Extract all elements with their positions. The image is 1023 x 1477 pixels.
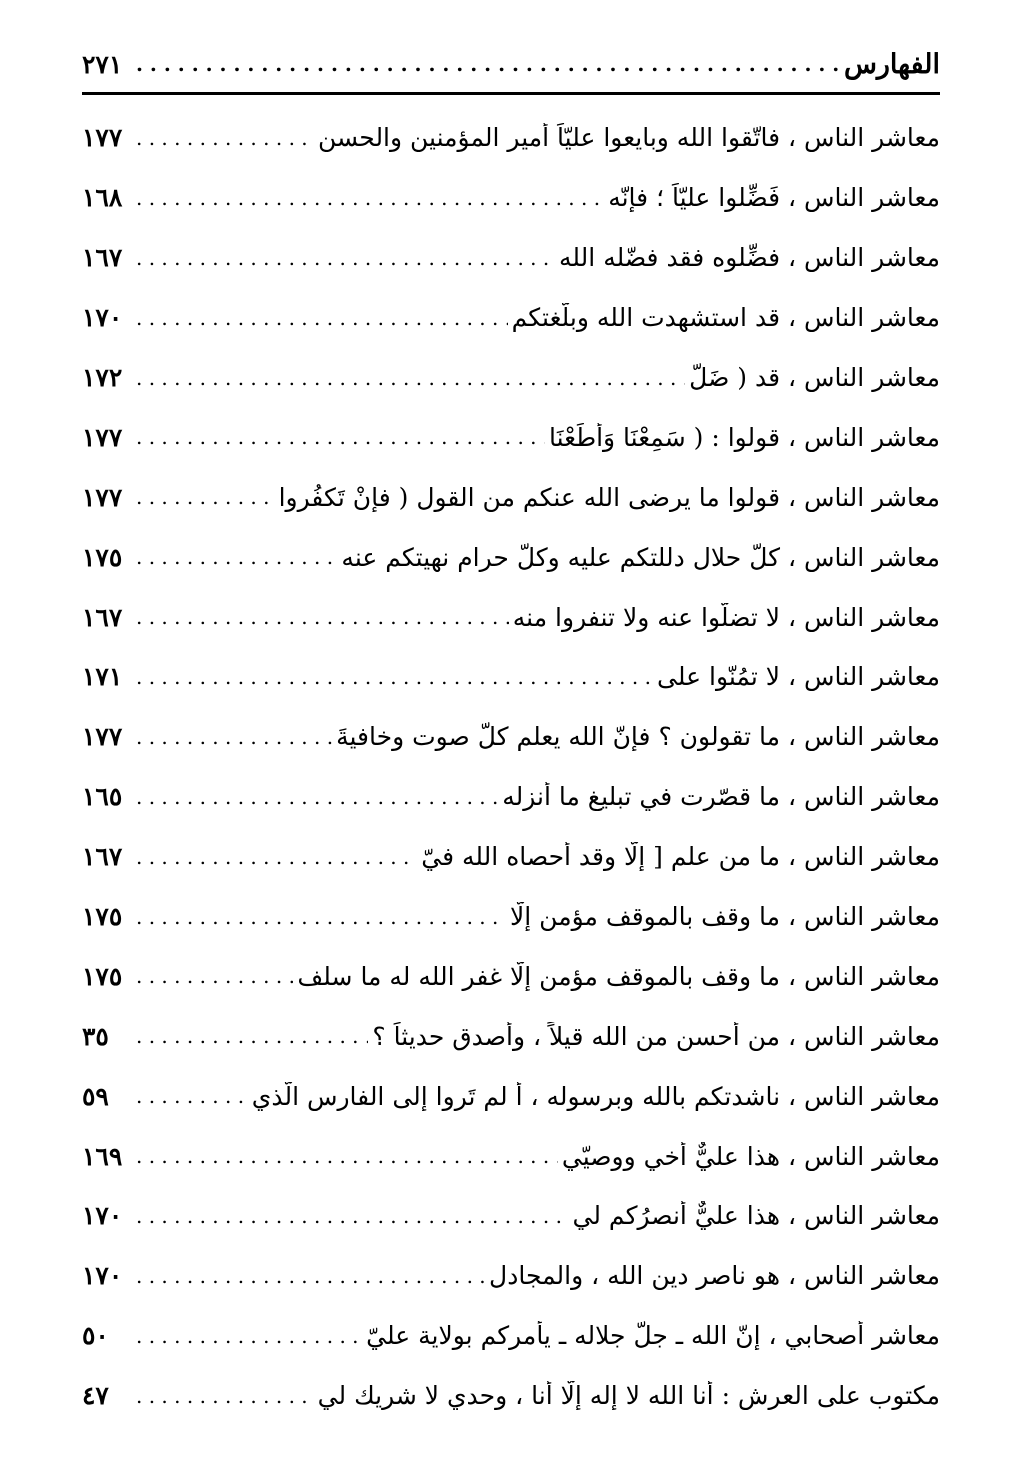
index-entry [82,228,940,288]
entry-page-number: ١٧٥ [82,902,123,932]
entry-page-number: ٥٩ [82,1081,109,1111]
index-entry [82,647,940,707]
entry-text: معاشر الناس ، لا تمُنّوا على [657,662,940,692]
entry-text: معاشر الناس ، ما وقف بالموقف مؤمن إلّا [510,902,940,932]
leader-dots [136,485,275,509]
entry-text: معاشر الناس ، ما قصّرت في تبليغ ما أنزله [502,782,940,812]
index-entry [82,1246,940,1306]
header-title: الفهارس [843,48,940,80]
entry-page-number: ٣٥ [82,1021,109,1051]
leader-dots [136,964,293,988]
entry-text: معاشر الناس ، هذا عليٌّ أنصرُكم لي [572,1201,940,1231]
index-entry [82,707,940,767]
entry-text: معاشر الناس ، كلّ حلال دللتكم عليه وكلّ حرامٍ نهيتكم عنه [341,542,940,572]
leader-dots [136,1144,558,1168]
leader-dots [136,126,314,150]
entry-text: معاشر الناس ، قولوا ما يرضى الله عنكم من القول ( فإنْ تَكفُروا [278,482,940,512]
entry-text: معاشر الناس ، فَضِّلوا عليّاً ؛ فإنّه [608,183,940,213]
entry-page-number: ١٧٠ [82,1201,123,1231]
entry-text: معاشر الناس ، هذا عليٌّ أخي ووصيّي [561,1141,940,1171]
entry-text: معاشر الناس ، ما من علم [ إلّا وقد أحصاه الله فيّ [421,842,940,872]
entry-text: معاشر الناس ، فاتّقوا الله وبايعوا عليّاً أمير المؤمنين والحسن [317,123,940,153]
index-entry [82,467,940,527]
entry-page-number: ١٧٥ [82,961,123,991]
index-entry [82,1066,940,1126]
leader-dots [136,905,506,929]
index-entry [82,1006,940,1066]
entry-page-number: ٤٧ [82,1381,109,1411]
entry-page-number: ١٧٧ [82,422,123,452]
index-entry [82,827,940,887]
leader-dots [136,366,685,390]
entry-page-number: ١٧٥ [82,542,123,572]
entry-text: معاشر الناس ، قد ( ضَلَّ [689,363,940,392]
index-entry [82,1366,940,1426]
entry-text: معاشر الناس ، هو ناصر دين الله ، والمجادل [489,1261,940,1291]
leader-dots [136,306,508,330]
index-entry [82,288,940,348]
entry-page-number: ١٧٠ [82,303,123,333]
entry-text: معاشر الناس ، من أحسن من الله قيلاً ، وأصدق حديثاً ؟ [372,1021,940,1051]
index-entry [82,1186,940,1246]
index-entry [82,1126,940,1186]
leader-dots [136,545,337,569]
entry-page-number: ١٦٥ [82,782,123,812]
entry-page-number: ١٦٧ [82,602,123,632]
leader-dots [136,246,555,270]
leader-dots [136,1204,569,1228]
leader-dots [136,1384,314,1408]
entry-page-number: ١٦٧ [82,842,123,872]
index-entry-list [82,108,940,1426]
index-entry [82,767,940,827]
entry-page-number: ١٦٨ [82,183,123,213]
entry-text: معاشر أصحابي ، إنّ الله ـ جلّ جلاله ـ يأمركم بولاية عليّ [366,1321,940,1351]
index-entry [82,348,940,408]
leader-dots [136,1264,485,1288]
entry-text: معاشر الناس ، ناشدتكم بالله وبرسوله ، أ لم تَروا إلى الفارِس الّذي [251,1081,940,1111]
header-page-number: ٢٧١ [82,49,123,79]
leader-dots [136,725,332,749]
entry-page-number: ١٧٧ [82,482,123,512]
entry-text: معاشر الناس ، ما تقولون ؟ فإنّ الله يعلم كلّ صوت وخافيةَ [336,722,940,752]
header-rule [82,92,940,95]
entry-page-number: ٥٠ [82,1321,109,1351]
entry-page-number: ١٦٧ [82,243,123,273]
entry-text: مكتوب على العرش : أنا الله لا إله إلّا أنا ، وحدي لا شريك لي [317,1381,940,1411]
leader-dots [136,1084,248,1108]
leader-dots [136,845,417,869]
header-leader-dots [136,52,840,76]
entry-page-number: ١٧٢ [82,363,123,392]
leader-dots [136,1324,362,1348]
index-entry [82,1306,940,1366]
index-entry [82,946,940,1006]
index-entry [82,887,940,947]
entry-page-number: ١٦٩ [82,1141,123,1171]
index-page [82,0,940,1477]
entry-text: معاشر الناس ، لا تضلّوا عنه ولا تنفروا منه [512,602,940,632]
entry-page-number: ١٧٧ [82,123,123,153]
entry-page-number: ١٧١ [82,662,123,692]
leader-dots [136,665,653,689]
entry-text: معاشر الناس ، فضِّلوه فقد فضّله الله [559,243,940,273]
leader-dots [136,605,509,629]
entry-text: معاشر الناس ، قد استشهدت الله وبلّغتكم [511,303,940,333]
leader-dots [136,425,545,449]
index-entry [82,108,940,168]
index-entry [82,527,940,587]
index-entry [82,587,940,647]
entry-page-number: ١٧٧ [82,722,123,752]
entry-page-number: ١٧٠ [82,1261,123,1291]
leader-dots [136,785,498,809]
index-entry [82,168,940,228]
leader-dots [136,186,604,210]
index-entry [82,407,940,467]
entry-text: معاشر الناس ، ما وقف بالموقف مؤمن إلّا غفر الله له ما سلف [297,961,940,991]
leader-dots [136,1024,368,1048]
running-header [82,44,940,84]
entry-text: معاشر الناس ، قولوا : ( سَمِعْنَا وَأَطَعْنَا [548,422,940,452]
